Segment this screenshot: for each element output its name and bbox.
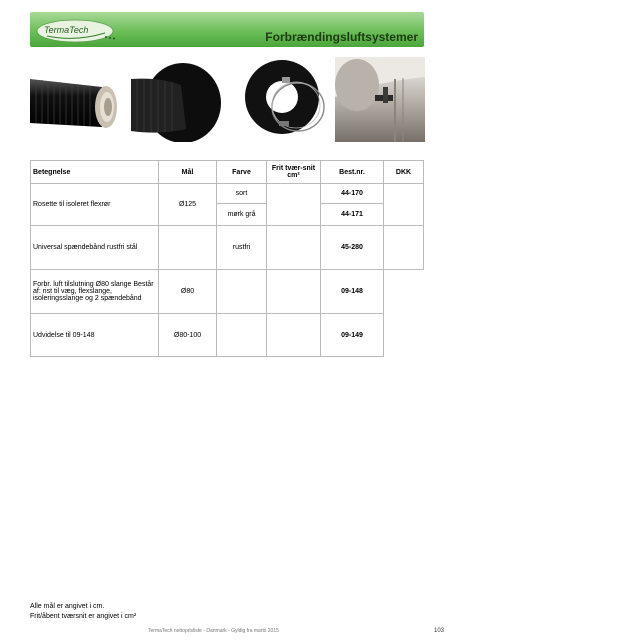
cell-dkk bbox=[384, 270, 424, 314]
cell-bestnr: 44-170 bbox=[321, 184, 384, 204]
table-row bbox=[31, 314, 424, 357]
cell-bestnr: 09-149 bbox=[321, 314, 384, 357]
cell-betegnelse: Forbr. luft tilslutning Ø80 slange Består af: rist til væg, flexslange, isoleringsslange og 2 spændebånd bbox=[31, 270, 159, 314]
header-farve: Farve bbox=[217, 161, 267, 184]
header-frit: Frit tvær-snit cm² bbox=[267, 161, 321, 184]
table-row bbox=[31, 226, 424, 270]
cell-maal: Ø125 bbox=[159, 184, 217, 226]
header-banner bbox=[30, 12, 424, 47]
table-row bbox=[31, 184, 424, 204]
cell-maal bbox=[159, 226, 217, 270]
footer-pricelist-text: TermaTech nettoprisliste - Danmark - Gyldig fra marts 2015 bbox=[148, 628, 279, 634]
cell-betegnelse: Rosette til isoleret flexrør bbox=[31, 184, 159, 226]
termatech-logo bbox=[35, 16, 127, 43]
footnote-units: Alle mål er angivet i cm. bbox=[30, 603, 105, 610]
cell-farve: rustfri bbox=[217, 226, 267, 270]
page-title: Forbrændingsluftsystemer bbox=[265, 30, 418, 44]
cell-frit bbox=[267, 226, 321, 270]
clamp-band-photo bbox=[244, 57, 328, 142]
header-maal: Mål bbox=[159, 161, 217, 184]
cell-dkk bbox=[384, 226, 424, 270]
table-header-row bbox=[31, 161, 424, 184]
price-table bbox=[30, 160, 424, 357]
cell-frit bbox=[267, 184, 321, 226]
cell-farve bbox=[217, 270, 267, 314]
cell-frit bbox=[267, 314, 321, 357]
cell-betegnelse: Universal spændebånd rustfri stål bbox=[31, 226, 159, 270]
cell-farve: sort bbox=[217, 184, 267, 204]
flex-hose-photo bbox=[30, 57, 118, 142]
cell-frit bbox=[267, 270, 321, 314]
cell-maal: Ø80 bbox=[159, 270, 217, 314]
table-row bbox=[31, 270, 424, 314]
svg-text:TermaTech: TermaTech bbox=[44, 25, 89, 35]
cell-dkk bbox=[384, 184, 424, 226]
cell-bestnr: 44-171 bbox=[321, 204, 384, 226]
cell-farve bbox=[217, 314, 267, 357]
cell-dkk bbox=[384, 314, 424, 357]
header-dkk: DKK bbox=[384, 161, 424, 184]
cell-farve: mørk grå bbox=[217, 204, 267, 226]
cell-maal: Ø80-100 bbox=[159, 314, 217, 357]
cell-bestnr: 45-280 bbox=[321, 226, 384, 270]
steel-pipe-photo bbox=[335, 57, 425, 142]
cell-betegnelse: Udvidelse til 09-148 bbox=[31, 314, 159, 357]
page-number: 103 bbox=[434, 628, 445, 634]
cell-bestnr: 09-148 bbox=[321, 270, 384, 314]
footnote-cross-section: Frit/åbent tværsnit er angivet i cm² bbox=[30, 613, 137, 620]
header-betegnelse: Betegnelse bbox=[31, 161, 159, 184]
header-bestnr: Best.nr. bbox=[321, 161, 384, 184]
rosette-photo bbox=[131, 57, 221, 142]
